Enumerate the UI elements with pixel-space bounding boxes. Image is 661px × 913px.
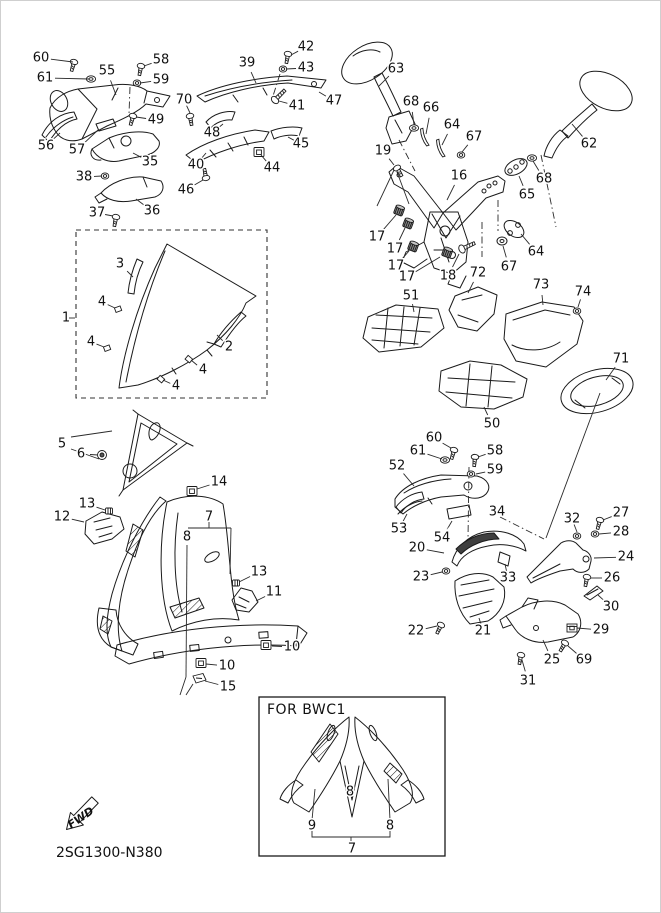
leader-line (384, 215, 397, 229)
wclip-icon (103, 345, 110, 352)
group-line (186, 545, 187, 677)
diagram-texts (56, 702, 346, 861)
leader-line (606, 367, 615, 380)
leader-line (599, 533, 611, 534)
leader-line (603, 517, 612, 520)
callout-27: 27 (612, 505, 630, 521)
leader-line (522, 660, 525, 671)
damper-icon (393, 204, 405, 216)
nut-icon (457, 152, 465, 158)
callout-4: 4 (86, 334, 96, 350)
callout-59: 59 (486, 462, 504, 478)
leader-line (72, 519, 84, 522)
screw-icon (582, 574, 592, 587)
callout-17: 17 (387, 258, 405, 274)
callout-6: 6 (76, 446, 86, 462)
leader-line (51, 59, 73, 62)
callout-41: 41 (288, 98, 306, 114)
callout-69: 69 (575, 652, 593, 668)
group-line (399, 140, 415, 171)
part-panel-5 (119, 410, 193, 496)
callout-43: 43 (297, 60, 315, 76)
part-plate-65 (502, 155, 530, 179)
leader-line (97, 507, 106, 510)
callout-54: 54 (433, 530, 451, 546)
leader-line (136, 117, 146, 119)
part-bracket-12 (85, 512, 124, 544)
callout-32: 32 (563, 511, 581, 527)
nut-icon (573, 308, 581, 314)
callout-16: 16 (450, 168, 468, 184)
callout-51: 51 (402, 288, 420, 304)
callout-56: 56 (37, 138, 55, 154)
callout-65: 65 (518, 187, 536, 203)
damper-icon (402, 217, 414, 229)
screw-icon (557, 639, 570, 653)
callout-34: 34 (488, 504, 506, 520)
callout-4: 4 (97, 294, 107, 310)
callout-70: 70 (175, 92, 193, 108)
wclip-icon (114, 306, 121, 313)
leader-line (442, 134, 448, 145)
part-strip-30 (584, 586, 603, 600)
callout-44: 44 (263, 160, 281, 176)
group-line (312, 831, 390, 837)
callout-58: 58 (152, 52, 170, 68)
part-cowl-rail (115, 625, 307, 664)
callout-8: 8 (345, 784, 355, 800)
leader-line (144, 63, 152, 66)
part-cowl-body (161, 496, 239, 631)
clipS-icon (106, 508, 113, 514)
callout-48: 48 (203, 125, 221, 141)
callout-8: 8 (385, 818, 395, 834)
callout-17: 17 (398, 269, 416, 285)
callout-67: 67 (500, 259, 518, 275)
leader-line (431, 572, 442, 575)
leader-line (503, 246, 506, 257)
leader-line (239, 577, 250, 583)
leader-line (206, 664, 217, 665)
callout-25: 25 (543, 652, 561, 668)
group-line (230, 528, 231, 574)
leader-line (97, 344, 105, 347)
part-tab-54 (447, 505, 471, 519)
part-trim-39 (197, 76, 326, 102)
leader-line (191, 360, 197, 365)
group-line (388, 779, 390, 820)
leader-line (195, 180, 203, 185)
callout-2: 2 (224, 339, 234, 355)
callout-17: 17 (386, 241, 404, 257)
callout-38: 38 (75, 169, 93, 185)
part-duct-50 (439, 361, 527, 409)
part-windshield (119, 244, 256, 388)
bwc-inset-box (259, 697, 445, 856)
part-bwc-cowl (280, 717, 424, 817)
nut-icon (442, 568, 450, 574)
callout-64: 64 (443, 117, 461, 133)
leader-line (447, 521, 452, 529)
callout-66: 66 (422, 100, 440, 116)
leader-line (533, 161, 539, 171)
leader-line (279, 101, 287, 103)
part-cover-36 (95, 177, 163, 203)
callout-8: 8 (182, 529, 192, 545)
part-visor-20 (452, 531, 526, 566)
leader-line (443, 443, 451, 448)
group-line (468, 467, 469, 539)
leader-line (462, 145, 468, 152)
callout-7: 7 (347, 841, 357, 857)
callout-10: 10 (218, 658, 236, 674)
part-panel-21 (455, 574, 505, 624)
leader-line (140, 81, 151, 83)
callout-61: 61 (409, 443, 427, 459)
washer-icon (440, 457, 449, 463)
callout-18: 18 (439, 268, 457, 284)
callout-31: 31 (519, 673, 537, 689)
callout-14: 14 (210, 474, 228, 490)
group-line (180, 677, 186, 695)
callout-72: 72 (469, 265, 487, 281)
leader-line (256, 597, 265, 602)
group-line (397, 172, 409, 204)
nut-icon (467, 471, 475, 477)
leader-line (413, 304, 415, 312)
screw-icon (594, 517, 604, 531)
part-ring-71 (556, 361, 639, 422)
group-line (541, 155, 556, 227)
screw-icon (136, 63, 146, 76)
callout-67: 67 (465, 129, 483, 145)
group-line (500, 517, 544, 539)
callout-7: 7 (204, 509, 214, 525)
clip-icon (254, 148, 264, 157)
callout-13: 13 (250, 564, 268, 580)
callout-4: 4 (171, 378, 181, 394)
callout-13: 13 (78, 496, 96, 512)
leader-line (404, 474, 415, 486)
nut-icon (133, 80, 141, 86)
leader-line (251, 72, 256, 83)
leader-line (272, 646, 282, 647)
leader-line (521, 234, 530, 244)
callout-39: 39 (238, 55, 256, 71)
callout-63: 63 (387, 61, 405, 77)
callout-71: 71 (612, 351, 630, 367)
leader-line (447, 185, 455, 200)
fwd-label: FWD (65, 804, 97, 832)
screw-icon (448, 447, 458, 461)
damper-icon (441, 246, 453, 258)
leader-line (403, 514, 407, 521)
callout-49: 49 (147, 112, 165, 128)
callout-47: 47 (325, 93, 343, 109)
leader-line (476, 472, 485, 474)
leader-line (594, 557, 616, 558)
part-panel-57 (96, 119, 116, 131)
callout-21: 21 (474, 623, 492, 639)
leader-line (426, 626, 437, 629)
callout-17: 17 (368, 229, 386, 245)
callout-26: 26 (603, 570, 621, 586)
wclip-icon (185, 355, 193, 363)
callout-64: 64 (527, 244, 545, 260)
callout-11: 11 (265, 584, 283, 600)
leader-line (426, 118, 429, 134)
leader-line (205, 681, 218, 685)
part-tab-33 (498, 552, 510, 566)
callout-23: 23 (412, 569, 430, 585)
callout-37: 37 (88, 205, 106, 221)
callout-46: 46 (177, 182, 195, 198)
callout-28: 28 (612, 524, 630, 540)
clipS-icon (233, 580, 240, 586)
leader-line (519, 176, 523, 186)
sqnut-icon (567, 624, 577, 632)
part-headlight-73 (504, 302, 583, 367)
part-bracket-72 (449, 287, 497, 331)
callout-59: 59 (152, 72, 170, 88)
group-line (71, 431, 112, 437)
callout-15: 15 (219, 679, 237, 695)
leader-line (197, 485, 210, 489)
group-line (129, 87, 130, 114)
wclip-icon (157, 375, 165, 383)
part-trim-56 (42, 112, 77, 142)
screw-icon (470, 454, 479, 467)
callout-60: 60 (425, 430, 443, 446)
callout-73: 73 (532, 277, 550, 293)
leader-line (108, 305, 115, 308)
callout-50: 50 (483, 416, 501, 432)
group-line (377, 170, 394, 206)
leader-line (427, 550, 444, 553)
nut-icon (573, 533, 581, 539)
leader-line (577, 628, 591, 629)
grommet-icon (98, 451, 107, 460)
leader-line (105, 215, 113, 217)
screw-icon (516, 652, 526, 665)
nut-icon (279, 66, 287, 72)
leader-line (578, 299, 581, 307)
leader-line (163, 380, 170, 383)
callout-9: 9 (307, 818, 317, 834)
callout-68: 68 (402, 94, 420, 110)
callout-12: 12 (53, 509, 71, 525)
screw-icon (283, 51, 293, 64)
nut-icon (591, 531, 599, 537)
callout-29: 29 (592, 622, 610, 638)
leader-line (468, 282, 474, 293)
screw-icon (68, 59, 78, 73)
clip-icon (187, 487, 197, 496)
callout-42: 42 (297, 39, 315, 55)
leader-line (389, 159, 394, 165)
callout-55: 55 (98, 63, 116, 79)
callout-36: 36 (143, 203, 161, 219)
clip2-icon (193, 674, 206, 684)
callout-62: 62 (580, 136, 598, 152)
leader-line (542, 295, 543, 305)
callout-30: 30 (602, 599, 620, 615)
callout-74: 74 (574, 284, 592, 300)
washer-icon (527, 155, 536, 161)
callout-35: 35 (141, 154, 159, 170)
callout-5: 5 (57, 436, 67, 452)
part-trim-3 (128, 259, 143, 294)
callout-53: 53 (390, 521, 408, 537)
callout-40: 40 (187, 157, 205, 173)
callout-33: 33 (499, 570, 517, 586)
clip-icon (196, 659, 206, 668)
part-panel-24 (527, 541, 591, 583)
part-cowl-blade (107, 497, 166, 651)
group-line (186, 684, 193, 695)
leader-line (111, 80, 117, 95)
washer-icon (409, 125, 418, 131)
part-cover-25 (500, 598, 581, 642)
leader-line (286, 69, 296, 70)
callout-19: 19 (374, 143, 392, 159)
leader-line (428, 454, 443, 459)
callout-60: 60 (32, 50, 50, 66)
callout-1: 1 (61, 310, 71, 326)
callout-22: 22 (407, 623, 425, 639)
callout-45: 45 (292, 136, 310, 152)
part-washer-67 (497, 237, 507, 245)
callout-24: 24 (617, 549, 635, 565)
clip-icon (261, 641, 271, 650)
screw-icon (434, 621, 446, 635)
leader-line (572, 124, 583, 136)
leader-line (55, 78, 89, 79)
part-code: 2SG1300-N380 (56, 845, 163, 861)
part-mirror-63 (334, 33, 415, 144)
bwc-inset-title: FOR BWC1 (267, 702, 346, 718)
callout-3: 3 (115, 256, 125, 272)
callout-4: 4 (198, 362, 208, 378)
screw-icon (186, 113, 196, 126)
sliver-icon (419, 128, 429, 146)
callout-58: 58 (486, 443, 504, 459)
part-duct-51 (363, 305, 444, 352)
callout-61: 61 (36, 70, 54, 86)
part-cowl-nose (97, 608, 138, 655)
screw-icon (127, 113, 137, 127)
callout-10: 10 (283, 639, 301, 655)
leader-line (478, 454, 486, 457)
callout-52: 52 (388, 458, 406, 474)
leader-line (90, 455, 98, 456)
callout-20: 20 (408, 540, 426, 556)
leader-line (399, 228, 405, 240)
callout-57: 57 (68, 142, 86, 158)
callout-68: 68 (535, 171, 553, 187)
nut-icon (101, 173, 109, 179)
